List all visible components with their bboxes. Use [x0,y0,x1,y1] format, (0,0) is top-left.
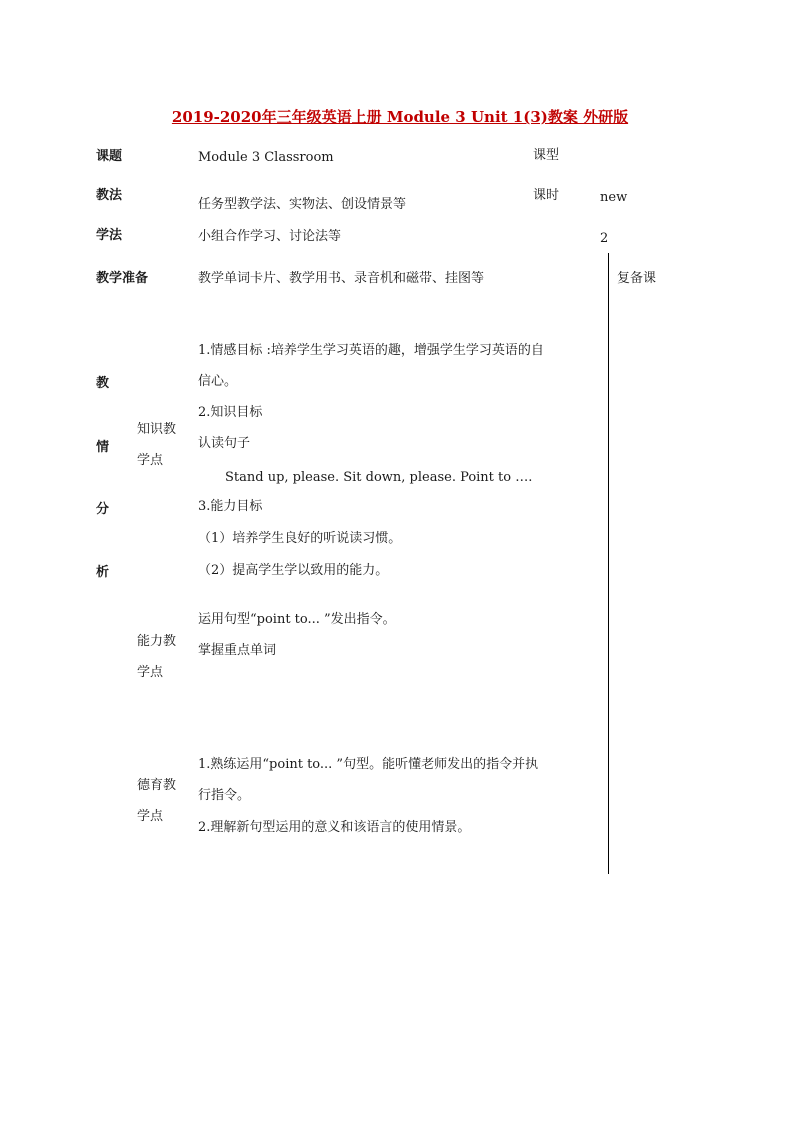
ability-label: 学点 [137,665,164,680]
knowledge-line: 1.情感目标 :培养学生学习英语的趣，增强学生学习英语的自 [198,343,544,358]
knowledge-line: Stand up, please. Sit down, please. Point to …. [225,470,533,485]
column-divider [608,253,609,874]
study-value: 小组合作学习、讨论法等 [198,229,342,244]
study-label: 学法 [96,228,123,243]
lesson-type-label: 课型 [533,148,560,163]
moral-line: 行指令。 [198,788,251,803]
knowledge-label: 学点 [137,453,164,468]
document-title: 2019-2020年三年级英语上册 Module 3 Unit 1(3)教案 外研版 [171,108,629,126]
knowledge-line: 认读句子 [198,436,251,451]
ability-line: 运用句型“point to... ”发出指令。 [198,612,396,627]
knowledge-line: （2）提高学生学以致用的能力。 [198,563,389,578]
topic-value: Module 3 Classroom [198,150,334,165]
knowledge-label: 知识教 [137,422,177,437]
hours-label: 课时 [533,188,560,203]
side-label-char: 教 [96,376,110,391]
knowledge-line: 信心。 [198,374,238,389]
moral-line: 1.熟练运用“point to... ”句型。能听懂老师发出的指令并执 [198,757,539,772]
prep-value: 教学单词卡片、教学用书、录音机和磁带、挂图等 [198,271,485,286]
side-label-char: 析 [96,565,110,580]
moral-line: 2.理解新句型运用的意义和该语言的使用情景。 [198,820,471,835]
ability-line: 掌握重点单词 [198,643,277,658]
ability-label: 能力教 [137,634,177,649]
method-value: 任务型教学法、实物法、创设情景等 [198,197,407,212]
prep-label: 教学准备 [96,271,149,286]
moral-label: 德育教 [137,778,177,793]
knowledge-line: 3.能力目标 [198,499,263,514]
method-label: 教法 [96,188,123,203]
moral-label: 学点 [137,809,164,824]
side-label-char: 分 [96,502,110,517]
knowledge-line: （1）培养学生良好的听说读习惯。 [198,531,402,546]
knowledge-line: 2.知识目标 [198,405,263,420]
side-label-char: 情 [96,440,110,455]
hours-value: new [600,190,628,205]
review-label: 复备课 [617,271,657,286]
study-extra: 2 [600,231,609,246]
topic-label: 课题 [96,149,123,164]
